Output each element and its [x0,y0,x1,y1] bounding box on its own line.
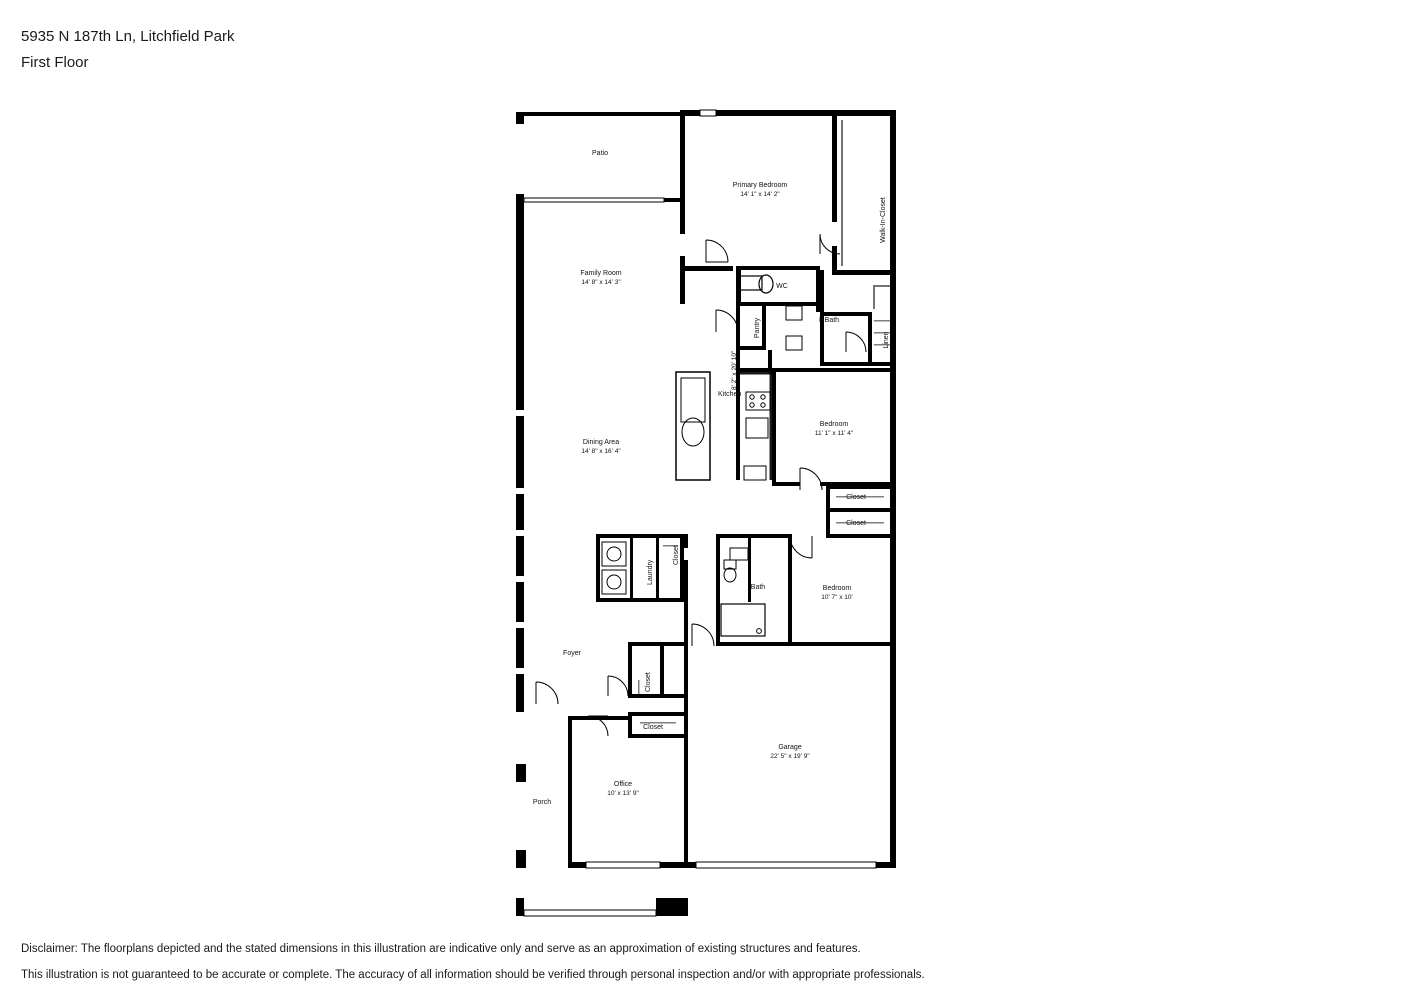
room-label-patio: Patio [592,150,608,157]
room-label-garage: Garage 22' 5" x 19' 9" [770,744,810,760]
floor-label: First Floor [21,54,89,71]
room-label-closet-a: Closet [846,494,866,501]
room-label-kitchen-dim: 8' 2" x 20' 10" [731,350,738,390]
room-label-p-bath: P.Bath [818,317,840,324]
room-label-walk-in-closet: Walk-In-Closet [880,197,887,243]
disclaimer-line-2: This illustration is not guaranteed to be accurate or complete. The accuracy of all information should be verified through personal inspection and/or with appropriate professionals. [21,969,925,981]
windows-group [524,110,876,916]
room-label-laundry-closet: Closet [673,545,680,565]
room-label-porch: Porch [532,799,552,806]
disclaimer-line-1: Disclaimer: The floorplans depicted and the stated dimensions in this illustration are indicative only and serve as an approximation of existing structures and features. [21,943,861,955]
room-label-office: Office 10' x 13' 9" [607,781,639,797]
room-label-pantry: Pantry [754,317,761,339]
room-label-hall-closet: Closet [643,724,663,731]
walls-group [516,110,896,916]
room-label-primary-bedroom: Primary Bedroom 14' 1" x 14' 2" [732,182,788,198]
room-label-laundry: Laundry [647,559,654,585]
room-label-foyer: Foyer [563,650,581,657]
room-label-family-room: Family Room 14' 8" x 14' 3" [580,270,622,286]
room-label-closet-b: Closet [846,520,866,527]
disclaimer [21,936,925,988]
room-label-bedroom-3: Bedroom 10' 7" x 10' [821,585,853,601]
room-label-linen: Linen [883,331,890,349]
property-address: 5935 N 187th Ln, Litchfield Park [21,28,235,45]
room-label-bedroom-2: Bedroom 11' 1" x 11' 4" [814,421,854,437]
room-label-foyer-closet: Closet [645,672,652,692]
room-label-wc: WC [776,283,788,290]
room-label-dining-area: Dining Area 14' 8" x 16' 4" [581,439,621,455]
room-label-bath: Bath [750,584,766,591]
room-label-kitchen: Kitchen [718,391,742,398]
